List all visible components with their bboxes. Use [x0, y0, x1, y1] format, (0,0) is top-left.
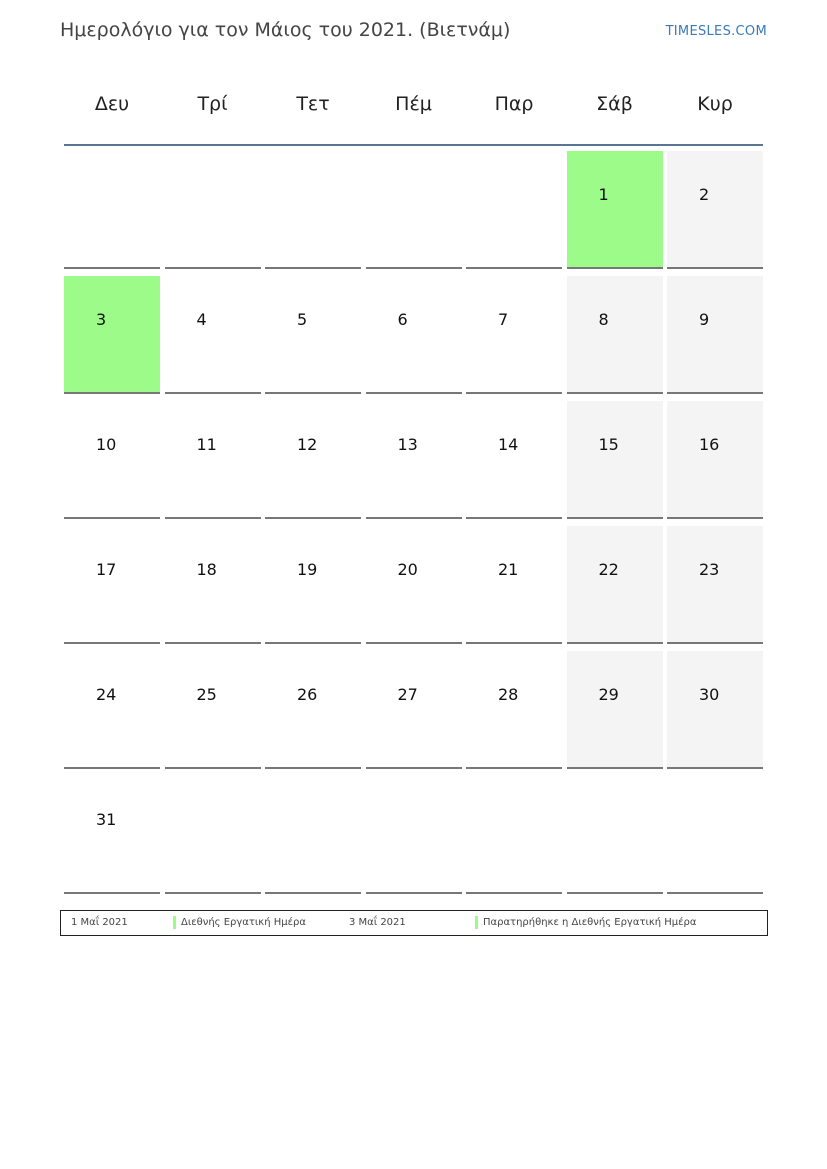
day-number: 13: [397, 435, 418, 454]
day-number: 24: [96, 685, 117, 704]
weekday-header-row: [64, 64, 763, 146]
day-cell-7[interactable]: [466, 276, 562, 394]
day-number: 10: [96, 435, 117, 454]
day-number: 1: [598, 185, 609, 204]
day-cell-20[interactable]: [366, 526, 462, 644]
day-cell-17[interactable]: [64, 526, 160, 644]
day-cell-3[interactable]: [64, 276, 160, 394]
day-number: 3: [96, 310, 107, 329]
day-number: 9: [699, 310, 710, 329]
day-cell-1[interactable]: [567, 151, 663, 269]
week-row: [64, 771, 763, 896]
day-cell-empty: [667, 776, 763, 894]
day-number: 5: [297, 310, 308, 329]
legend-holiday-name-1: Διεθνής Εργατική Ημέρα: [181, 917, 306, 928]
legend-color-marker-1: [173, 916, 176, 929]
day-number: 4: [196, 310, 207, 329]
day-number: 2: [699, 185, 710, 204]
legend-color-marker-2: [475, 916, 478, 929]
weekday-tue: Τρί: [197, 93, 228, 115]
legend-date-1: 1 Μαΐ 2021: [71, 917, 128, 928]
day-cell-24[interactable]: [64, 651, 160, 769]
day-number: 15: [598, 435, 619, 454]
month-calendar: [64, 64, 763, 896]
page-title: Ημερολόγιο για τον Μάιος του 2021. (Βιετνάμ): [60, 19, 511, 41]
brand-link[interactable]: TIMESLES.COM: [665, 24, 767, 39]
week-row: [64, 521, 763, 646]
day-cell-empty: [366, 151, 462, 269]
week-row: [64, 646, 763, 771]
day-cell-11[interactable]: [165, 401, 261, 519]
day-cell-25[interactable]: [165, 651, 261, 769]
day-number: 30: [699, 685, 720, 704]
day-cell-2[interactable]: [667, 151, 763, 269]
week-row: [64, 396, 763, 521]
day-cell-30[interactable]: [667, 651, 763, 769]
day-cell-10[interactable]: [64, 401, 160, 519]
day-number: 12: [297, 435, 318, 454]
day-cell-29[interactable]: [567, 651, 663, 769]
day-number: 6: [397, 310, 408, 329]
day-number: 16: [699, 435, 720, 454]
day-cell-23[interactable]: [667, 526, 763, 644]
day-cell-19[interactable]: [265, 526, 361, 644]
weekday-mon: Δευ: [94, 93, 130, 115]
legend-holiday-name-2: Παρατηρήθηκε η Διεθνής Εργατική Ημέρα: [483, 917, 697, 928]
day-cell-empty: [466, 776, 562, 894]
day-number: 17: [96, 560, 117, 579]
day-cell-13[interactable]: [366, 401, 462, 519]
day-cell-9[interactable]: [667, 276, 763, 394]
day-number: 23: [699, 560, 720, 579]
day-cell-22[interactable]: [567, 526, 663, 644]
day-cell-5[interactable]: [265, 276, 361, 394]
day-number: 27: [397, 685, 418, 704]
day-number: 11: [196, 435, 217, 454]
day-number: 20: [397, 560, 418, 579]
day-number: 8: [598, 310, 609, 329]
calendar-weeks: [64, 146, 763, 896]
day-cell-4[interactable]: [165, 276, 261, 394]
weekday-fri: Παρ: [494, 93, 534, 115]
day-cell-8[interactable]: [567, 276, 663, 394]
day-cell-14[interactable]: [466, 401, 562, 519]
day-number: 14: [498, 435, 519, 454]
day-cell-6[interactable]: [366, 276, 462, 394]
weekday-thu: Πέμ: [395, 93, 432, 115]
weekday-sun: Κυρ: [697, 93, 733, 115]
day-number: 18: [196, 560, 217, 579]
day-cell-empty: [165, 776, 261, 894]
day-cell-empty: [567, 776, 663, 894]
day-number: 31: [96, 810, 117, 829]
day-number: 28: [498, 685, 519, 704]
day-cell-21[interactable]: [466, 526, 562, 644]
day-number: 22: [598, 560, 619, 579]
day-cell-empty: [366, 776, 462, 894]
day-cell-16[interactable]: [667, 401, 763, 519]
day-cell-12[interactable]: [265, 401, 361, 519]
day-number: 25: [196, 685, 217, 704]
day-cell-empty: [265, 776, 361, 894]
day-cell-empty: [265, 151, 361, 269]
holiday-legend: [60, 910, 768, 936]
day-cell-18[interactable]: [165, 526, 261, 644]
day-cell-28[interactable]: [466, 651, 562, 769]
day-cell-empty: [64, 151, 160, 269]
day-cell-empty: [165, 151, 261, 269]
day-number: 29: [598, 685, 619, 704]
weekday-wed: Τετ: [296, 93, 330, 115]
day-number: 21: [498, 560, 519, 579]
legend-date-2: 3 Μαΐ 2021: [349, 917, 406, 928]
day-cell-26[interactable]: [265, 651, 361, 769]
day-cell-27[interactable]: [366, 651, 462, 769]
week-row: [64, 146, 763, 271]
weekday-sat: Σάβ: [596, 93, 633, 115]
day-number: 19: [297, 560, 318, 579]
day-cell-empty: [466, 151, 562, 269]
day-number: 7: [498, 310, 509, 329]
day-cell-15[interactable]: [567, 401, 663, 519]
week-row: [64, 271, 763, 396]
day-number: 26: [297, 685, 318, 704]
day-cell-31[interactable]: [64, 776, 160, 894]
